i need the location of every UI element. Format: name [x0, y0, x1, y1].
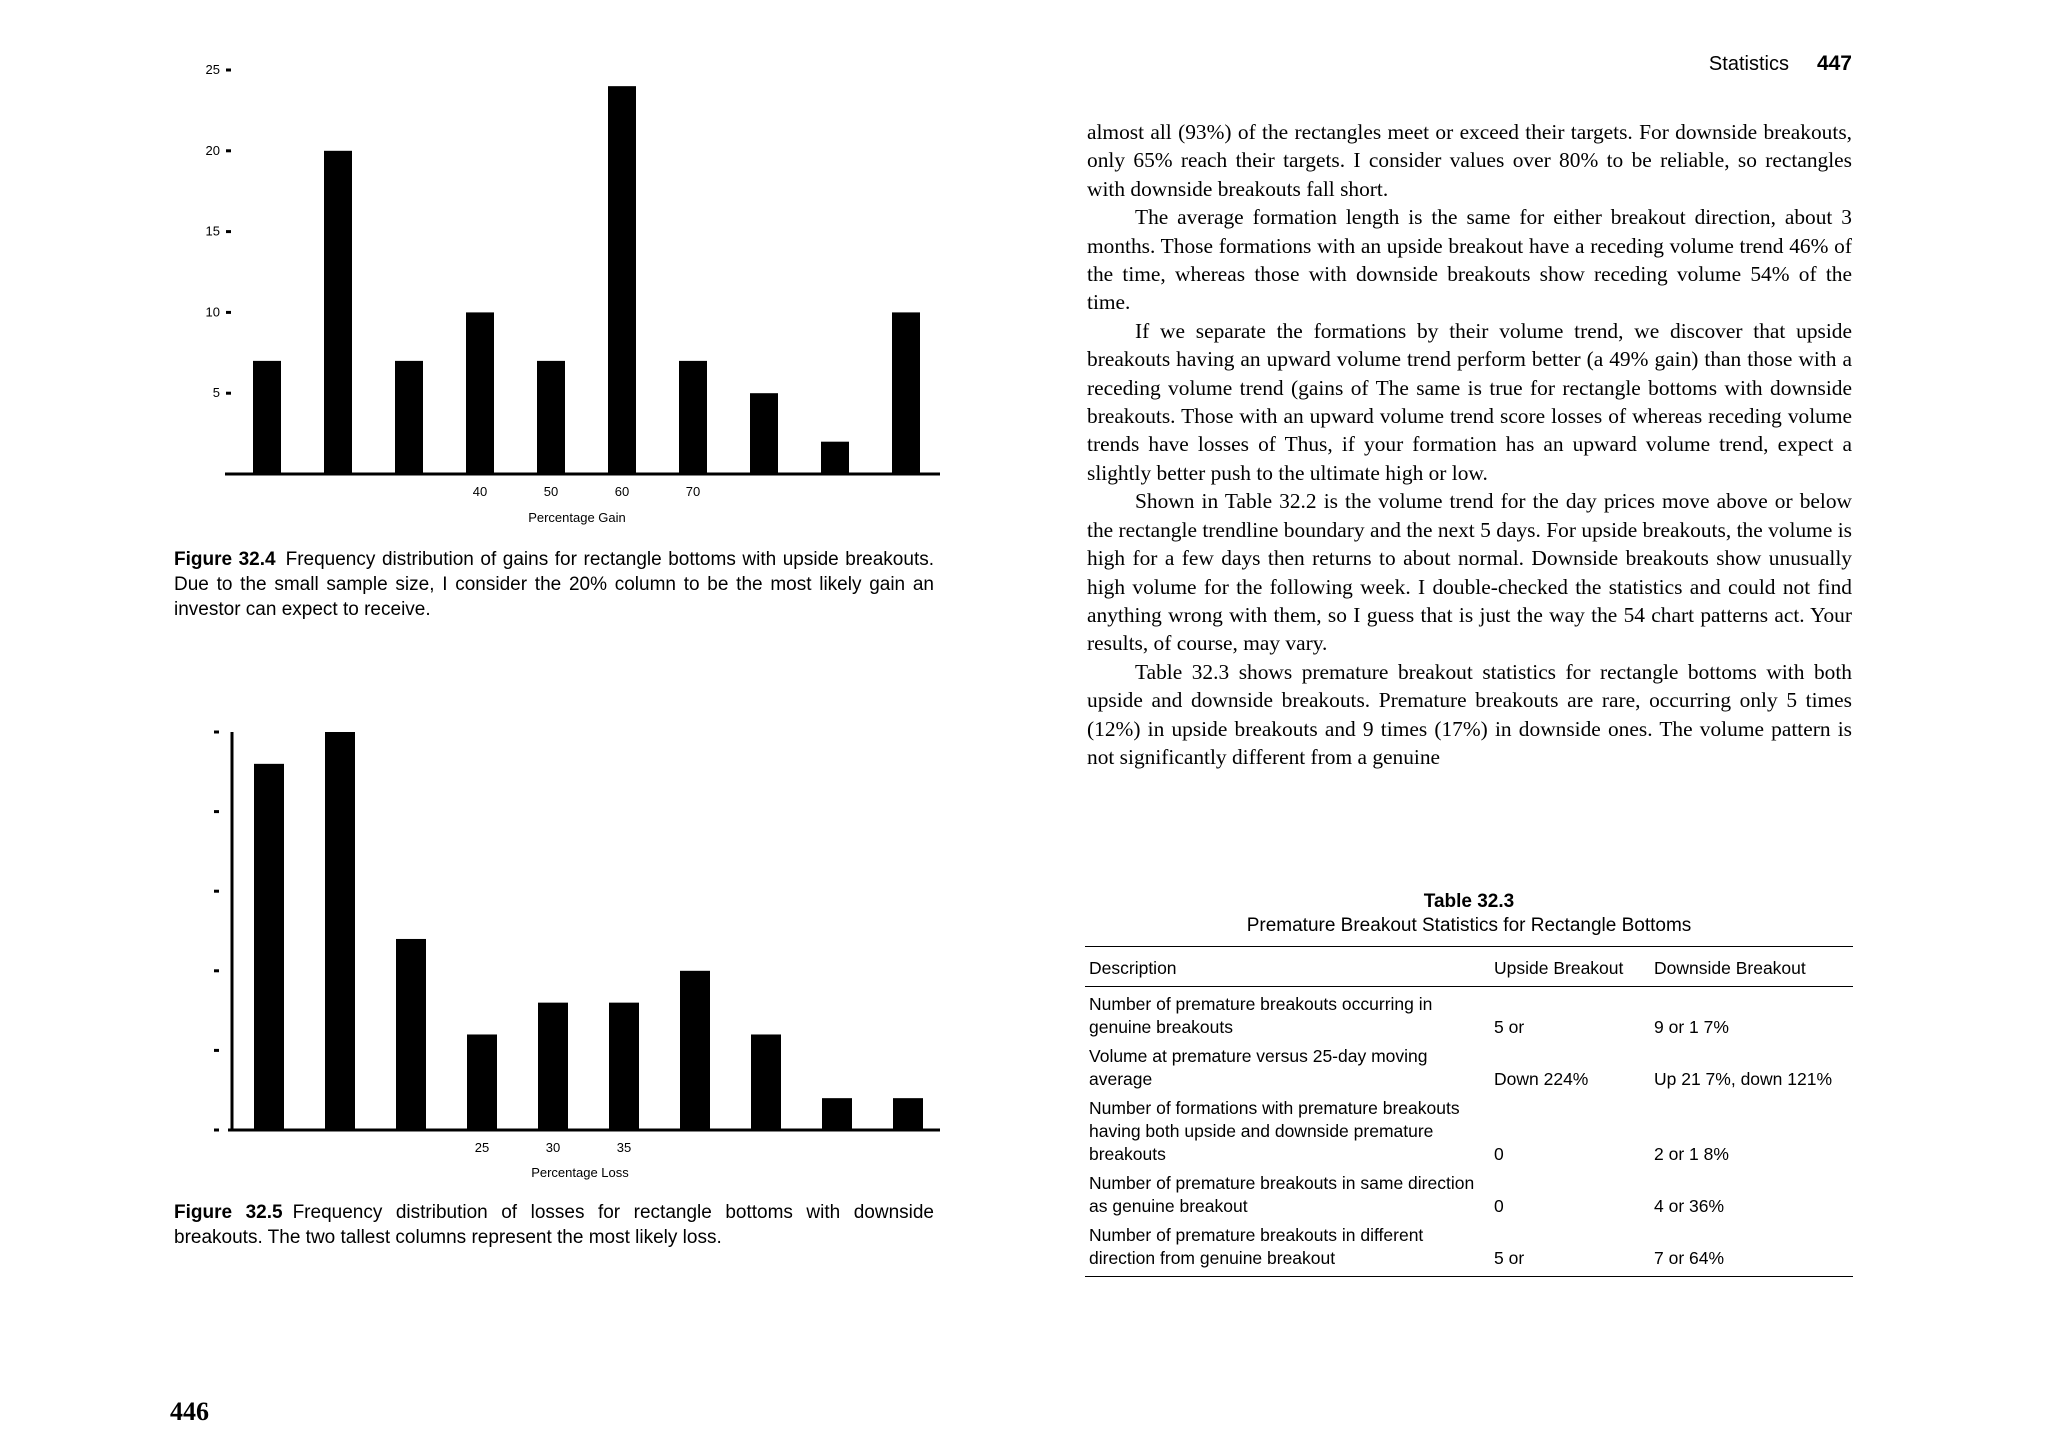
- x-tick-label: 40: [472, 484, 488, 499]
- paragraph: almost all (93%) of the rectangles meet or exceed their targets. For downside breakouts, only 65% reach their targets. I consider values over 80% to be reliable, so rectangles with downside breakouts fall short.: [1087, 120, 1852, 201]
- bar-45: [751, 1034, 781, 1130]
- table-row: [1085, 987, 1853, 1043]
- figure-label: Figure 32.5: [174, 1202, 283, 1223]
- table-32-3: [1085, 890, 1853, 1277]
- table-cell: 5 or: [1494, 1017, 1525, 1037]
- table-cell: 0: [1494, 1196, 1504, 1216]
- body-text: [1087, 118, 1852, 771]
- bar-30: [538, 1003, 568, 1130]
- table-cell: Volume at premature versus 25-day moving average: [1089, 1046, 1428, 1089]
- y-tick-label: 25: [205, 62, 220, 77]
- figure-caption-text: Frequency distribution of gains for rectangle bottoms with upside breakouts. Due to the small sample size, I consider the 20% column to be the most likely gain an investor can expect to receive.: [174, 549, 934, 620]
- table-cell: Down 224%: [1494, 1069, 1589, 1089]
- figure-label: Figure 32.4: [174, 549, 276, 570]
- x-tick-label: 70: [685, 484, 701, 499]
- figure-32-4-caption: [174, 547, 934, 622]
- column-header: Downside Breakout: [1650, 947, 1853, 987]
- paragraph: Shown in Table 32.2 is the volume trend for the day prices move above or below the rectangle trendline boundary and the next 5 days. For upside breakouts, the volume is high for a few days then returns to about normal. Downside breakouts show unusually high volume for the following week. I double-checked the statistics and could not find anything wrong with them, so I guess that is just the way the 54 chart patterns act. Your results, of course, may vary.: [1087, 489, 1852, 656]
- x-tick-label: 60: [614, 484, 630, 499]
- figure-32-5-chart: [150, 690, 950, 1190]
- bar-35: [609, 1003, 639, 1130]
- bar-20: [396, 939, 426, 1130]
- figure-32-4-chart: [150, 50, 950, 540]
- table-cell: 4 or 36%: [1654, 1196, 1725, 1216]
- bar-50: [537, 361, 565, 474]
- table-header-row: [1085, 947, 1853, 987]
- table-subtitle: Premature Breakout Statistics for Rectangle Bottoms: [1246, 915, 1692, 936]
- running-head-title: Statistics: [1708, 53, 1789, 75]
- x-tick-label: 25: [474, 1140, 490, 1155]
- bar-70: [679, 361, 707, 474]
- bar-40: [680, 971, 710, 1130]
- page-number-left: 446: [170, 1397, 209, 1426]
- column-header: Description: [1085, 947, 1490, 987]
- table-row: [1085, 1094, 1853, 1169]
- paragraph: The average formation length is the same for either breakout direction, about 3 months. Those formations with an upside breakout have a receding volume trend 46% of the time, whereas those with downside breakouts show receding volume 54% of the time.: [1087, 205, 1852, 315]
- table-cell: Number of premature breakouts occurring in genuine breakouts: [1089, 994, 1433, 1037]
- table-cell: 2 or 1 8%: [1654, 1144, 1729, 1164]
- table-cell: 5 or: [1490, 1221, 1650, 1277]
- table-cell: Number of premature breakouts in different direction from genuine breakout: [1085, 1221, 1490, 1277]
- bar-40: [466, 312, 494, 474]
- x-tick-label: 35: [616, 1140, 632, 1155]
- table-cell: 9 or 1 7%: [1654, 1017, 1729, 1037]
- table-title: Table 32.3: [1423, 891, 1515, 912]
- x-axis-label: Percentage Loss: [531, 1165, 629, 1180]
- bar-15: [325, 732, 355, 1130]
- table-cell: Number of formations with premature breakouts having both upside and downside premature breakouts: [1089, 1098, 1460, 1164]
- bar-50: [822, 1098, 852, 1130]
- bar-100: [892, 312, 920, 474]
- running-head: [1709, 52, 1852, 76]
- x-tick-label: 50: [543, 484, 559, 499]
- page-number-right: 447: [1816, 52, 1852, 75]
- bar-80: [750, 393, 778, 474]
- table-cell: 0: [1494, 1144, 1504, 1164]
- x-axis-label: Percentage Gain: [528, 510, 626, 525]
- table-cell: Up 21 7%, down 121%: [1654, 1069, 1833, 1089]
- paragraph: If we separate the formations by their volume trend, we discover that upside breakouts having an upward volume trend perform better (a 49% gain) than those with a receding volume trend (gains of The same is true for rectangle bottoms with downside breakouts. Those with an upward volume trend score losses of whereas receding volume trends have losses of Thus, if your formation has an upward volume trend, expect a slightly better push to the ultimate high or low.: [1087, 318, 1852, 485]
- figure-32-5-caption: [174, 1200, 934, 1250]
- y-tick-label: 10: [205, 304, 220, 320]
- bar-10: [254, 764, 284, 1130]
- bar-90: [821, 442, 849, 474]
- y-tick-label: 20: [205, 142, 220, 158]
- table-row: [1085, 1221, 1853, 1277]
- bar-20: [324, 151, 352, 474]
- bar-Over: [893, 1098, 923, 1130]
- x-tick-label: 30: [545, 1140, 561, 1155]
- table-cell: 7 or 64%: [1650, 1221, 1853, 1277]
- bar-30: [395, 361, 423, 474]
- bar-10: [253, 361, 281, 474]
- paragraph: Table 32.3 shows premature breakout statistics for rectangle bottoms with both upside and downside breakouts. Premature breakouts are rare, occurring only 5 times (12%) in upside breakouts and 9 times (17%) in downside ones. The volume pattern is not significantly different from a genuine: [1087, 659, 1852, 769]
- figure-caption-text: Frequency distribution of losses for rectangle bottoms with downside breakouts. The two tallest columns represent the most likely loss.: [174, 1202, 934, 1248]
- column-header: Upside Breakout: [1490, 947, 1650, 987]
- bar-60: [608, 86, 636, 474]
- table-row: [1085, 1169, 1853, 1221]
- table-cell: Number of premature breakouts in same direction as genuine breakout: [1089, 1173, 1475, 1216]
- statistics-table: [1085, 946, 1853, 1277]
- y-tick-label: 15: [205, 223, 220, 239]
- y-tick-label: 5: [212, 385, 220, 401]
- table-row: [1085, 1042, 1853, 1094]
- bar-25: [467, 1034, 497, 1130]
